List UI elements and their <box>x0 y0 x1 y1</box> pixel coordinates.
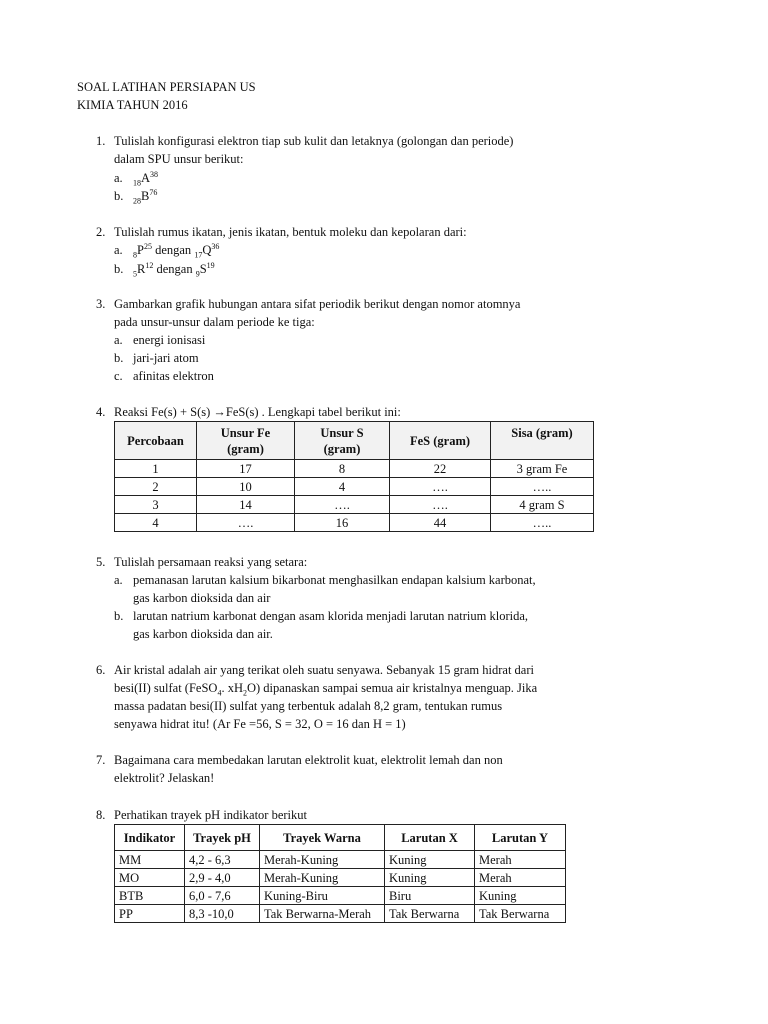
table-cell: Kuning-Biru <box>260 887 385 905</box>
table-cell: Tak Berwarna <box>385 905 475 923</box>
table-cell: Merah <box>475 869 566 887</box>
q2-item-a-text: $_8P^{25}$ dengan $_{17}Q^{36}$ <box>133 241 220 260</box>
q7-number: 7. <box>96 753 106 767</box>
table-cell: …. <box>390 496 491 514</box>
table-cell: Kuning <box>475 887 566 905</box>
q3-item-c-text: afinitas elektron <box>133 369 214 383</box>
q5-item-b-line1: larutan natrium karbonat dengan asam klorida menjadi larutan natrium klorida, <box>133 609 529 623</box>
indicator-table-header-cell: Indikator <box>115 825 185 851</box>
q5-item-a-line2: gas karbon dioksida dan air <box>133 591 271 605</box>
reaction-table-header-cell: Unsur Fe (gram) <box>197 422 295 460</box>
q5-item-b-label: b. <box>114 609 124 623</box>
table-cell: MO <box>115 869 185 887</box>
table-row <box>115 478 594 496</box>
table-cell: 16 <box>295 514 390 532</box>
table-row <box>115 460 594 478</box>
table-cell: Tak Berwarna <box>475 905 566 923</box>
reaction-table-header-cell: Sisa (gram) <box>491 422 594 460</box>
table-cell: 3 gram Fe <box>491 460 594 478</box>
q3-text-line1: Gambarkan grafik hubungan antara sifat periodik berikut dengan nomor atomnya <box>114 297 521 311</box>
indicator-table-header-row <box>115 825 566 851</box>
table-cell: PP <box>115 905 185 923</box>
q1-item-b-label: b. <box>114 189 124 203</box>
q1-item-b-element: $_{28}B^{76}$ <box>133 187 158 206</box>
table-cell: 17 <box>197 460 295 478</box>
table-cell: Kuning <box>385 851 475 869</box>
table-cell: 4 <box>295 478 390 496</box>
table-cell: 3 <box>115 496 197 514</box>
q4-number: 4. <box>96 405 106 419</box>
table-cell: 44 <box>390 514 491 532</box>
table-cell: 4 gram S <box>491 496 594 514</box>
table-cell: 6,0 - 7,6 <box>185 887 260 905</box>
q5-item-b-line2: gas karbon dioksida dan air. <box>133 627 273 641</box>
q3-number: 3. <box>96 297 106 311</box>
q5-item-a-line1: pemanasan larutan kalsium bikarbonat menghasilkan endapan kalsium karbonat, <box>133 573 536 587</box>
table-cell: 4 <box>115 514 197 532</box>
q5-text-line1: Tulislah persamaan reaksi yang setara: <box>114 555 308 569</box>
table-cell: BTB <box>115 887 185 905</box>
table-row <box>115 905 566 923</box>
q6-number: 6. <box>96 663 106 677</box>
reaction-table-header-row <box>115 422 594 460</box>
q7-text-line2: elektrolit? Jelaskan! <box>114 771 215 785</box>
table-row <box>115 514 594 532</box>
indicator-table-header-cell: Trayek pH <box>185 825 260 851</box>
q2-item-b-label: b. <box>114 262 124 276</box>
table-row <box>115 851 566 869</box>
table-row <box>115 887 566 905</box>
q1-text-line2: dalam SPU unsur berikut: <box>114 152 244 166</box>
q1-item-a-label: a. <box>114 171 123 185</box>
worksheet-title: SOAL LATIHAN PERSIAPAN US <box>77 80 256 94</box>
indicator-table-header-cell: Larutan X <box>385 825 475 851</box>
table-cell: 22 <box>390 460 491 478</box>
q8-text-line1: Perhatikan trayek pH indikator berikut <box>114 808 307 822</box>
q3-item-b-text: jari-jari atom <box>133 351 199 365</box>
table-cell: Kuning <box>385 869 475 887</box>
q3-item-a-text: energi ionisasi <box>133 333 206 347</box>
q2-item-b-text: $_5R^{12}$ dengan $_9S^{19}$ <box>133 260 215 279</box>
table-cell: Biru <box>385 887 475 905</box>
table-cell: Merah <box>475 851 566 869</box>
q3-text-line2: pada unsur-unsur dalam periode ke tiga: <box>114 315 315 329</box>
table-cell: Tak Berwarna-Merah <box>260 905 385 923</box>
reaction-table-header-cell: FeS (gram) <box>390 422 491 460</box>
indicator-table-header-cell: Larutan Y <box>475 825 566 851</box>
reaction-table-header-cell: Percobaan <box>115 422 197 460</box>
q3-item-b-label: b. <box>114 351 124 365</box>
q5-number: 5. <box>96 555 106 569</box>
table-cell: MM <box>115 851 185 869</box>
q6-text-line3: massa padatan besi(II) sulfat yang terbentuk adalah 8,2 gram, tentukan rumus <box>114 699 503 713</box>
q5-item-a-label: a. <box>114 573 123 587</box>
indicator-table <box>114 824 566 923</box>
q7-text-line1: Bagaimana cara membedakan larutan elektrolit kuat, elektrolit lemah dan non <box>114 753 503 767</box>
q3-item-a-label: a. <box>114 333 123 347</box>
table-row <box>115 496 594 514</box>
table-cell: 4,2 - 6,3 <box>185 851 260 869</box>
table-cell: ….. <box>491 478 594 496</box>
reaction-table <box>114 421 594 532</box>
q3-item-c-label: c. <box>114 369 123 383</box>
table-cell: 10 <box>197 478 295 496</box>
worksheet-subtitle: KIMIA TAHUN 2016 <box>77 98 188 112</box>
table-cell: 8 <box>295 460 390 478</box>
table-cell: ….. <box>491 514 594 532</box>
q6-text-line2: besi(II) sulfat (FeSO$_4$. $xH_2O$) dipanaskan sampai semua air kristalnya menguap. Jika <box>114 681 538 698</box>
table-cell: Merah-Kuning <box>260 851 385 869</box>
q2-number: 2. <box>96 225 106 239</box>
table-cell: …. <box>295 496 390 514</box>
table-cell: 2 <box>115 478 197 496</box>
q1-item-a-element: $_{18}A^{38}$ <box>133 169 159 188</box>
table-cell: …. <box>390 478 491 496</box>
q2-text-line1: Tulislah rumus ikatan, jenis ikatan, bentuk moleku dan kepolaran dari: <box>114 225 467 239</box>
table-cell: Merah-Kuning <box>260 869 385 887</box>
q2-item-a-label: a. <box>114 243 123 257</box>
table-cell: 1 <box>115 460 197 478</box>
table-row <box>115 869 566 887</box>
table-cell: 14 <box>197 496 295 514</box>
reaction-table-header-cell: Unsur S (gram) <box>295 422 390 460</box>
q4-text-line1: Reaksi Fe(s) + S(s) →FeS(s) . Lengkapi tabel berikut ini: <box>114 405 401 419</box>
q8-number: 8. <box>96 808 106 822</box>
table-cell: 8,3 -10,0 <box>185 905 260 923</box>
q6-text-line4: senyawa hidrat itu! (Ar Fe =56, S = 32, O = 16 dan H = 1) <box>114 717 406 731</box>
indicator-table-header-cell: Trayek Warna <box>260 825 385 851</box>
q1-text-line1: Tulislah konfigurasi elektron tiap sub kulit dan letaknya (golongan dan periode) <box>114 134 514 148</box>
q6-text-line1: Air kristal adalah air yang terikat oleh suatu senyawa. Sebanyak 15 gram hidrat dari <box>114 663 534 677</box>
q1-number: 1. <box>96 134 106 148</box>
table-cell: …. <box>197 514 295 532</box>
table-cell: 2,9 - 4,0 <box>185 869 260 887</box>
